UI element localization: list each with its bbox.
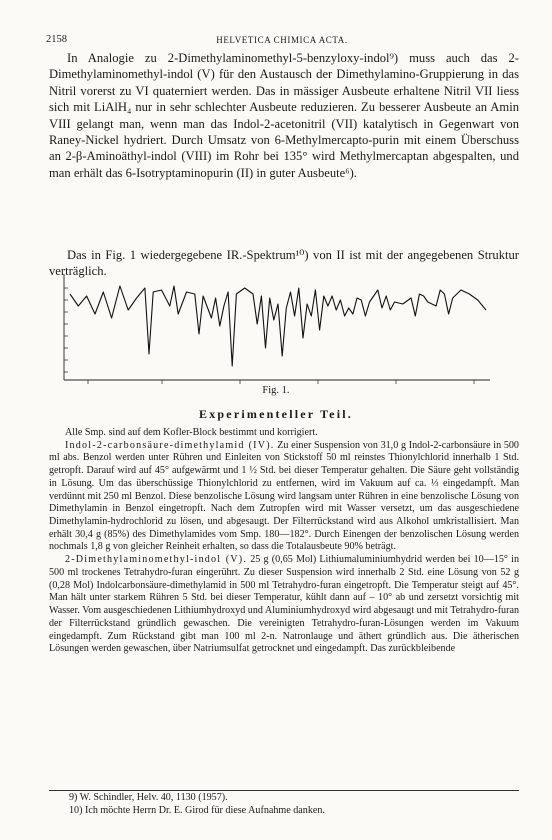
footnote-mark: 10) [69,805,83,816]
footnotes [49,790,519,817]
section-title: Experimenteller Teil. [199,407,353,421]
ir-spectrum-figure [50,268,520,386]
experimental-intro [49,427,519,440]
footnote-mark: 9) [69,792,78,803]
paragraph-analogie [49,50,519,181]
procedure-text: 25 g (0,65 Mol) Lithiumaluminiumhydrid werden bei 10—15° in 500 ml trockenes Tetrahydro-furan eingerührt. Zu dieser Suspension wird innerhalb 2 Std. eine Lösung von 52 g (0,28 Mol) Indolcarbonsäure-dimethylamid in 500 ml Tetrahydro-furan eingetropft. Die Temperatur steigt auf 45°. Man hält unter starkem Rühren 5 Std. bei dieser Temperatur, kühlt dann auf – 10° ab und zersetzt vorsichtig mit Wasser. Vom ausgeschiedenen Lithiumhydroxyd und Aluminiumhydroxyd wird abgesaugt und mit Tetrahydro-furan der Filterrückstand gründlich gewaschen. Die vereinigten Tetrahydro-furan-Lösungen werden im Vakuum eingedampft. Zum Rückstand gibt man 100 ml 2-n. Natronlauge und äthert gründlich aus. Die ätherischen Lösungen werden gewaschen, über Natriumsulfat getrocknet und eingedampft. Das zurückbleibende [49,554,519,655]
footnote-text: W. Schindler, Helv. 40, 1130 (1957). [79,792,228,803]
journal-title: HELVETICA CHIMICA ACTA. [216,35,348,45]
procedure-text: Zu einer Suspension von 31,0 g Indol-2-carbonsäure in 500 ml abs. Benzol werden unter Rühren und Einleiten von Stickstoff 50 ml reinstes Thionylchlorid innerhalb 1 Std. getropft. Darauf wird auf 45° aufgewärmt und 1 ½ Std. bei dieser Temperatur gehalten. Die Säure geht vollständig in Lösung. Um das überschüssige Thionylchlorid zu entfernen, wird im Vakuum auf ca. ⅓ eingedampft. Man verdünnt mit 250 ml Benzol. Diese benzolische Lösung wird langsam unter Rühren in eine benzolische Lösung von Dimethylamin in Benzol eingetropft. Nach dem Zutropfen wird mit Wasser versetzt, um das ausgeschiedene Dimethylamin-hydrochlorid zu lösen, und abgesaugt. Der Filterrückstand wird aus Alkohol umkristallisiert. Man erhält 30,4 g (85%) des Dimethylamides vom Smp. 180—182°. Durch Einengen der benzolischen Lösung werden nochmals 1,8 g von gleicher Reinheit erhalten, so dass die Totalausbeute 90% beträgt. [49,439,519,553]
paragraph-text: Das in Fig. 1 wiedergegebene IR.-Spektrum¹⁰) von II ist mit der angegebenen Struktur verträglich. [49,248,519,279]
intro-text: Alle Smp. sind auf dem Kofler-Block bestimmt und korrigiert. [65,427,318,438]
compound-name: 2-Dimethylaminomethyl-indol (V). [65,554,248,566]
procedure-iv [49,440,519,554]
footnote [49,804,519,817]
procedure-v [49,554,519,656]
spectrum-axes [64,274,490,384]
ir-spectrum-trace [70,286,486,366]
footnote-text: Ich möchte Herrn Dr. E. Girod für diese Aufnahme danken. [85,805,325,816]
page-header [46,34,518,50]
figure-caption: Fig. 1. [262,385,290,396]
experimental-section [49,427,519,656]
footnote [49,791,519,804]
paragraph-text: In Analogie zu 2-Dimethylaminomethyl-5-benzyloxy-indol⁹) muss auch das 2-Dimethylaminomethyl-indol (V) für den Austausch der Dimethylamino-Gruppierung in das Nitril vorerst zu VI quaterniert werden. Das in mässiger Ausbeute erhaltene Nitril VII liess sich mit LiAlH₄ nur in sehr schlechter Ausbeute reduzieren. Zu besserer Ausbeute an Amin VIII gelangt man, wenn man das Indol-2-acetonitril (VII) katalytisch in Gegenwart von Raney-Nickel hydriert. Durch Umsatz von 6-Methylmercapto-purin mit einem Überschuss an 2-β-Aminoäthyl-indol (VIII) im Rohr bei 135° wird Methylmercaptan abgespalten, und man erhält das 6-Isotryptaminopurin (II) in guter Ausbeute⁶). [49,51,519,180]
compound-name: Indol-2-carbonsäure-dimethylamid (IV). [65,439,275,451]
page-number: 2158 [46,34,67,45]
